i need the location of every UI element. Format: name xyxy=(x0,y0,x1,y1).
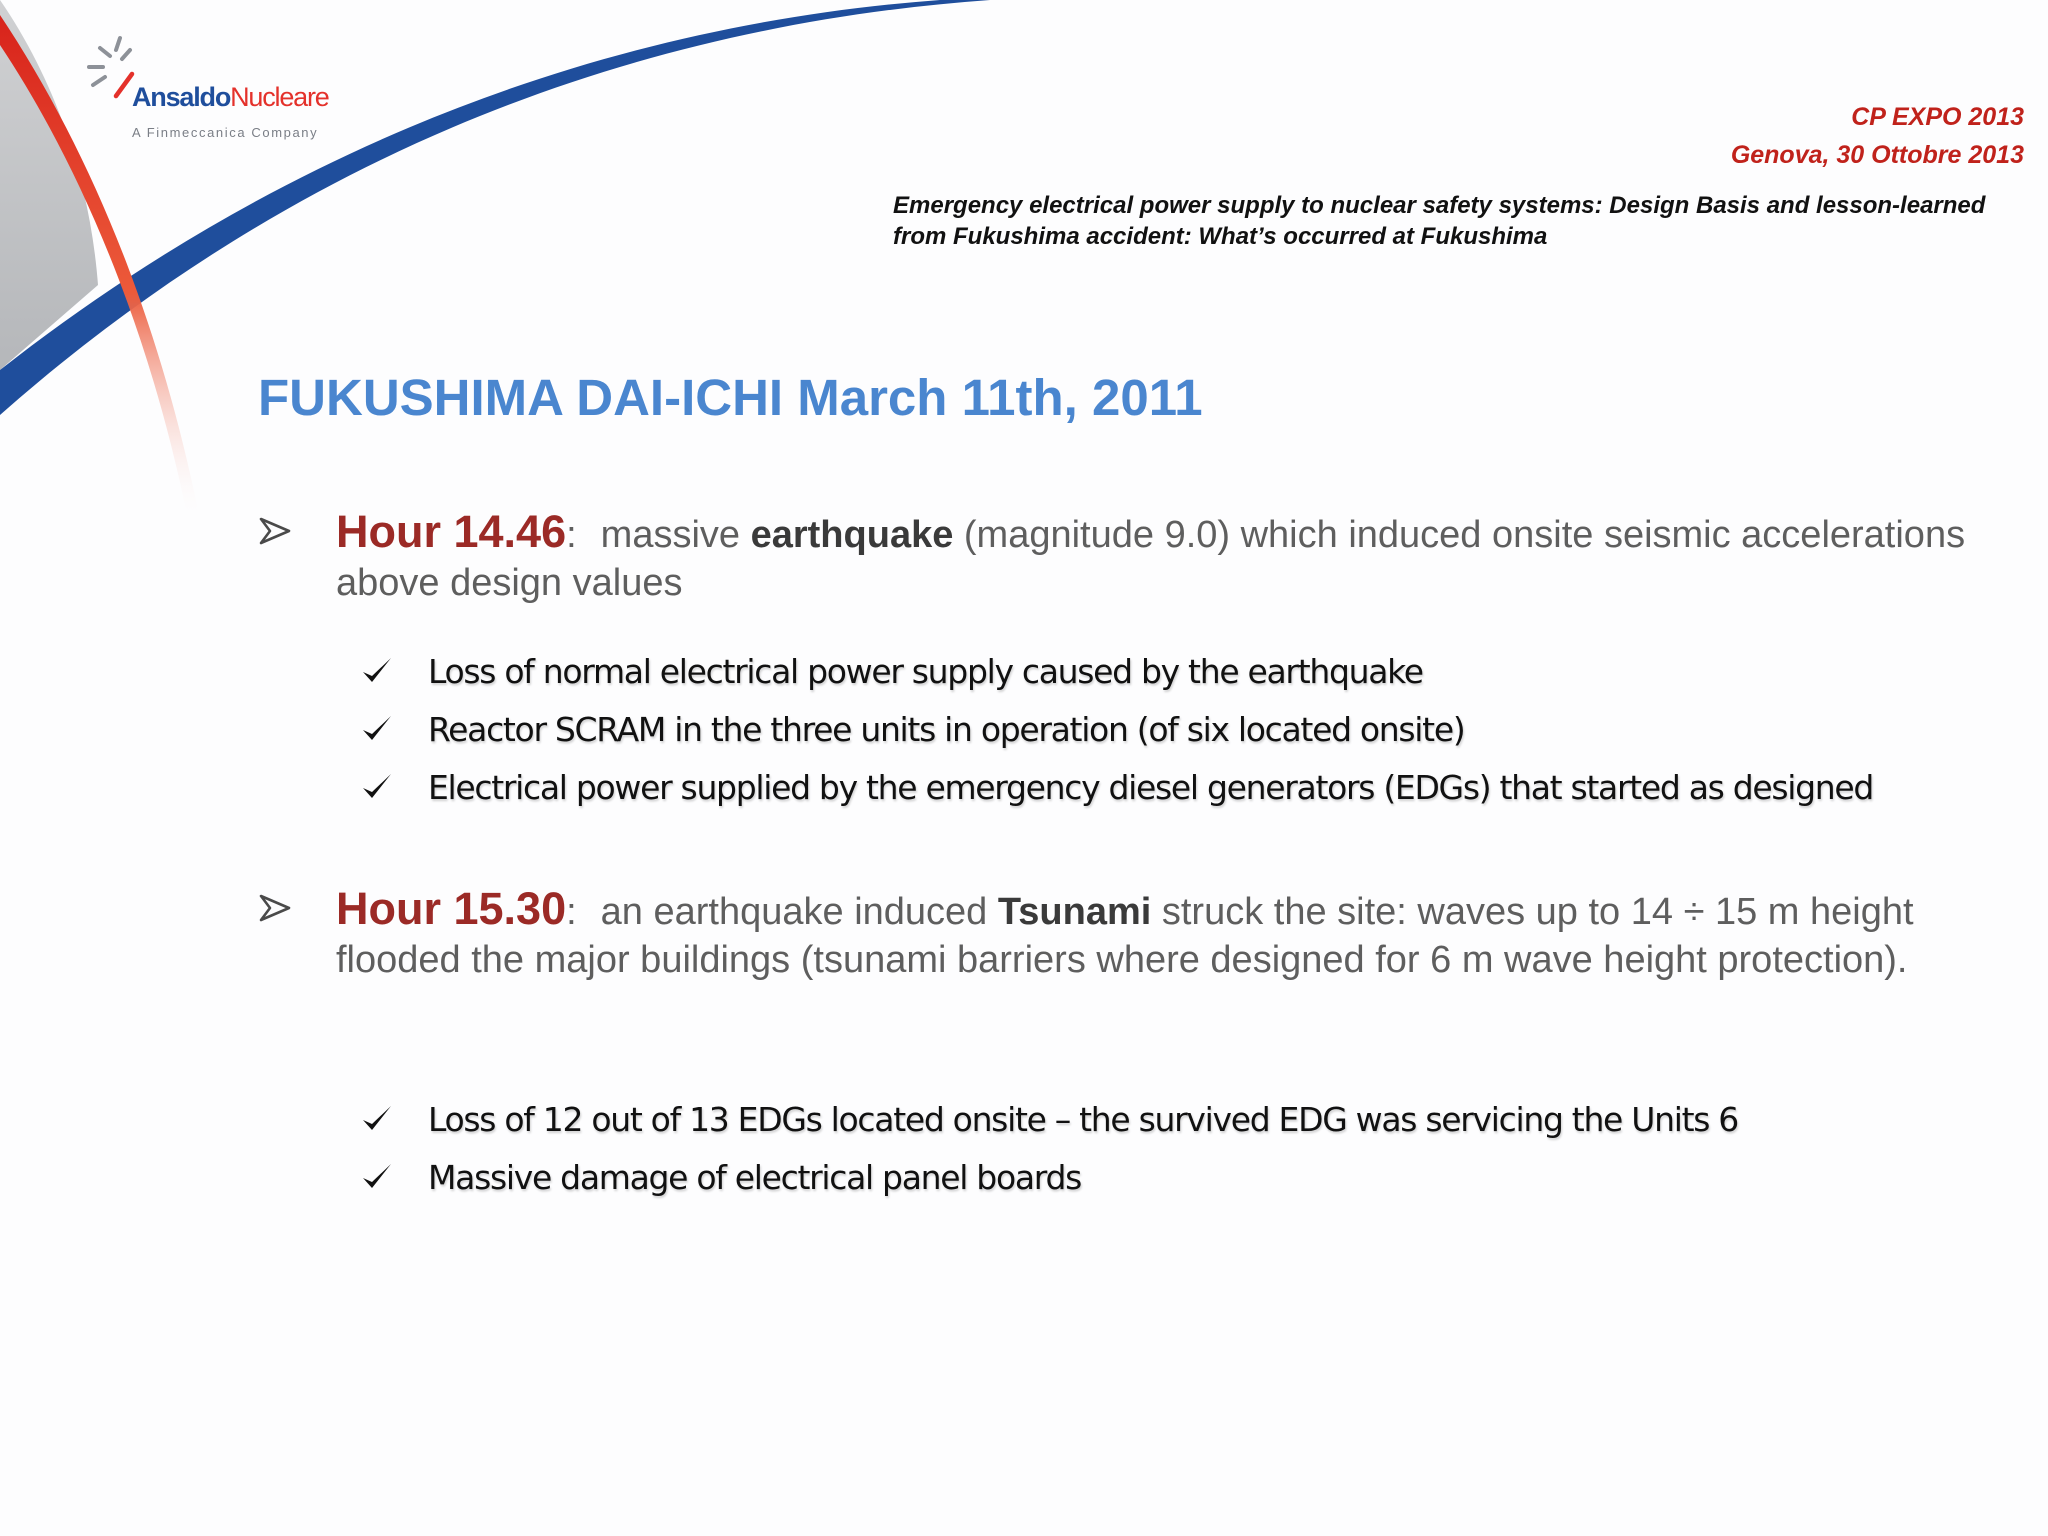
hour-label: Hour 14.46 xyxy=(336,506,567,557)
hour-label: Hour 15.30 xyxy=(336,883,567,934)
logo-brand-part1: Ansaldo xyxy=(132,82,231,112)
arrow-bullet-icon xyxy=(258,891,292,925)
check-item-text: Massive damage of electrical panel boards xyxy=(428,1158,1081,1197)
checkmark-icon xyxy=(360,1160,394,1194)
logo-wordmark xyxy=(132,82,329,113)
bullet-keyword: Tsunami xyxy=(997,891,1152,933)
slide-title: FUKUSHIMA DAI-ICHI March 11th, 2011 xyxy=(258,369,1203,426)
bullet-text-a: an earthquake induced xyxy=(600,891,998,933)
bullet-text xyxy=(336,885,1976,984)
check-item-text: Electrical power supplied by the emergency diesel generators (EDGs) that started as designed xyxy=(428,768,1874,807)
logo-mark-icon xyxy=(86,34,136,104)
check-item-text: Loss of normal electrical power supply caused by the earthquake xyxy=(428,652,1423,691)
logo-brand-part2: Nucleare xyxy=(230,82,329,112)
check-item-text: Loss of 12 out of 13 EDGs located onsite – the survived EDG was servicing the Units 6 xyxy=(428,1100,1738,1139)
arrow-bullet-icon xyxy=(258,514,292,548)
checkmark-icon xyxy=(360,654,394,688)
event-info xyxy=(1731,98,2024,174)
event-name: CP EXPO 2013 xyxy=(1851,103,2024,131)
check-item-text: Reactor SCRAM in the three units in operation (of six located onsite) xyxy=(428,710,1465,749)
bullet-keyword: earthquake xyxy=(750,514,954,556)
bullet-text-b: struck the site: waves up to 14 ÷ 15 m height flooded the major buildings (tsunami barriers where designed for 6 m wave height protection). xyxy=(336,891,1914,981)
hour-colon: : xyxy=(566,514,577,556)
ansaldo-nucleare-logo xyxy=(86,34,346,144)
checkmark-icon xyxy=(360,712,394,746)
bullet-text xyxy=(336,508,1976,607)
logo-tagline: A Finmeccanica Company xyxy=(132,125,319,140)
event-place-date: Genova, 30 Ottobre 2013 xyxy=(1730,141,2024,169)
presentation-subtitle: Emergency electrical power supply to nuclear safety systems: Design Basis and lesson-learned from Fukushima accident: What’s occurred at Fukushima xyxy=(893,192,1986,250)
checkmark-icon xyxy=(360,1102,394,1136)
bullet-text-b: (magnitude 9.0) which induced onsite seismic accelerations above design values xyxy=(336,514,1966,604)
checkmark-icon xyxy=(360,770,394,804)
bullet-text-a: massive xyxy=(600,514,751,556)
hour-colon: : xyxy=(566,891,577,933)
